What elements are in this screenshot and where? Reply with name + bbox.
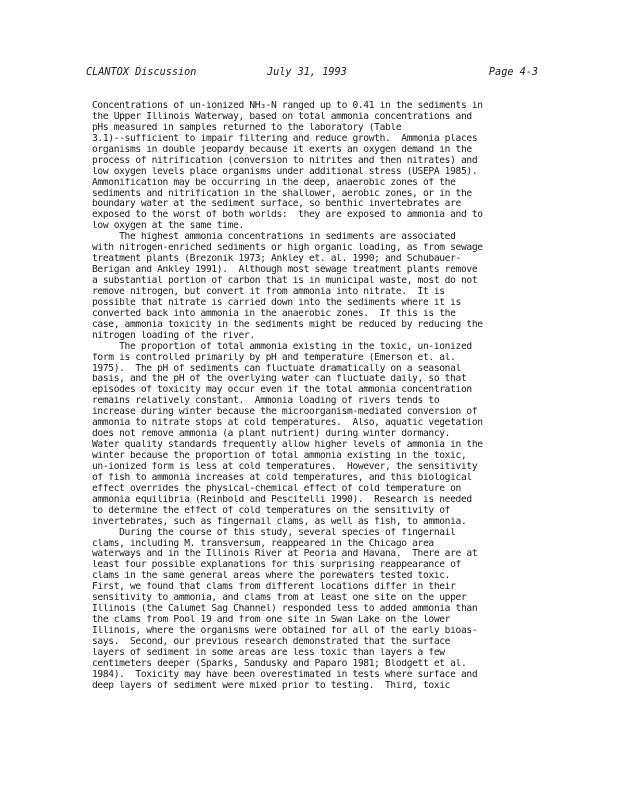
header-page-number: Page 4-3	[488, 67, 538, 78]
text-line: 1984). Toxicity may have been overestimated in tests where surface and	[92, 669, 478, 680]
text-line: converted back into ammonia in the anaerobic zones. If this is the	[92, 308, 456, 319]
text-line: deep layers of sediment were mixed prior to testing. Third, toxic	[92, 680, 451, 691]
text-line: invertebrates, such as fingernail clams, as well as fish, to ammonia.	[92, 516, 467, 527]
text-line: a substantial portion of carbon that is in municipal waste, most do not	[92, 276, 478, 286]
text-line: the Upper Illinois Waterway, based on total ammonia concentrations and	[92, 111, 472, 122]
text-line: centimeters deeper (Sparks, Sandusky and Paparo 1981; Blodgett et al.	[92, 658, 467, 669]
text-line: low oxygen at the same time.	[92, 221, 244, 232]
text-line: effect overrides the physical-chemical effect of cold temperature on	[92, 483, 461, 494]
header-title: CLANTOX Discussion	[86, 67, 197, 78]
text-line: Concentrations of un-ionized NH₃-N ranged up to 0.41 in the sediments in	[92, 101, 483, 111]
text-line: The proportion of total ammonia existing in the toxic, un-ionized	[92, 341, 472, 352]
text-line: remove nitrogen, but convert it from ammonia into nitrate. It is	[92, 286, 445, 297]
text-line: treatment plants (Brezonik 1973; Ankley et. al. 1990; and Schubauer-	[92, 254, 461, 265]
text-line: waterways and in the Illinois River at Peoria and Havana. There are at	[92, 549, 478, 560]
text-line: sediments and nitrification in the shallower, aerobic zones, or in the	[92, 188, 472, 199]
running-header	[86, 66, 538, 80]
text-line: says. Second, our previous research demonstrated that the surface	[92, 636, 451, 647]
text-line: sensitivity to ammonia, and clams from at least one site on the upper	[92, 593, 467, 604]
text-line: nitrogen loading of the river.	[92, 330, 255, 341]
text-line: ammonia to nitrate stops at cold temperatures. Also, aquatic vegetation	[92, 418, 483, 429]
text-line: low oxygen levels place organisms under additional stress (USEPA 1985).	[92, 166, 478, 177]
text-line: basis, and the pH of the overlying water can fluctuate daily, so that	[92, 374, 467, 385]
text-line: ammonia equilibria (Reinbold and Pescitelli 1990). Research is needed	[92, 494, 472, 505]
text-line: episodes of toxicity may occur even if the total ammonia concentration	[92, 385, 472, 396]
text-line: un-ionized form is less at cold temperatures. However, the sensitivity	[92, 461, 478, 472]
text-line: Ammonification may be occurring in the deep, anaerobic zones of the	[92, 177, 456, 188]
text-line: Illinois (the Calumet Sag Channel) responded less to added ammonia than	[92, 604, 478, 615]
text-line: form is controlled primarily by pH and temperature (Emerson et. al.	[92, 352, 456, 363]
text-line: winter because the proportion of total ammonia existing in the toxic,	[92, 451, 467, 461]
text-line: Water quality standards frequently allow higher levels of ammonia in the	[92, 440, 483, 451]
text-line: 3.1)--sufficient to impair filtering and reduce growth. Ammonia places	[92, 133, 478, 144]
text-line: does not remove ammonia (a plant nutrient) during winter dormancy.	[92, 429, 451, 440]
text-line: case, ammonia toxicity in the sediments might be reduced by reducing the	[92, 319, 483, 330]
text-line: During the course of this study, several species of fingernail	[92, 527, 456, 538]
text-line: pHs measured in samples returned to the laboratory (Table	[92, 122, 402, 133]
body-text	[92, 101, 532, 692]
text-line: organisms in double jeopardy because it exerts an oxygen demand in the	[92, 144, 472, 155]
text-line: least four possible explanations for this surprising reappearance of	[92, 560, 461, 571]
text-line: of fish to ammonia increases at cold temperatures, and this biological	[92, 472, 472, 483]
text-line: layers of sediment in some areas are less toxic than layers a few	[92, 647, 445, 658]
text-line: possible that nitrate is carried down into the sediments where it is	[92, 297, 461, 308]
text-line: to determine the effect of cold temperatures on the sensitivity of	[92, 505, 451, 516]
text-line: increase during winter because the microorganism-mediated conversion of	[92, 407, 478, 418]
text-line: The highest ammonia concentrations in sediments are associated	[92, 232, 456, 243]
text-line: with nitrogen-enriched sediments or high organic loading, as from sewage	[92, 243, 483, 254]
text-line: the clams from Pool 19 and from one site in Swan Lake on the lower	[92, 615, 451, 626]
header-date: July 31, 1993	[267, 67, 347, 78]
text-line: Berigan and Ankley 1991). Although most sewage treatment plants remove	[92, 265, 478, 276]
text-line: 1975). The pH of sediments can fluctuate dramatically on a seasonal	[92, 363, 461, 374]
text-line: Illinois, where the organisms were obtained for all of the early bioas-	[92, 626, 478, 636]
text-line: exposed to the worst of both worlds: they are exposed to ammonia and to	[92, 210, 483, 221]
text-line: process of nitrification (conversion to nitrites and then nitrates) and	[92, 155, 478, 166]
text-line: clams, including M. transversum, reappeared in the Chicago area	[92, 538, 434, 549]
text-line: remains relatively constant. Ammonia loading of rivers tends to	[92, 396, 440, 407]
text-line: clams in the same general areas where the porewaters tested toxic.	[92, 571, 451, 582]
text-line: First, we found that clams from different locations differ in their	[92, 582, 456, 593]
text-line: boundary water at the sediment surface, so benthic invertebrates are	[92, 199, 461, 210]
